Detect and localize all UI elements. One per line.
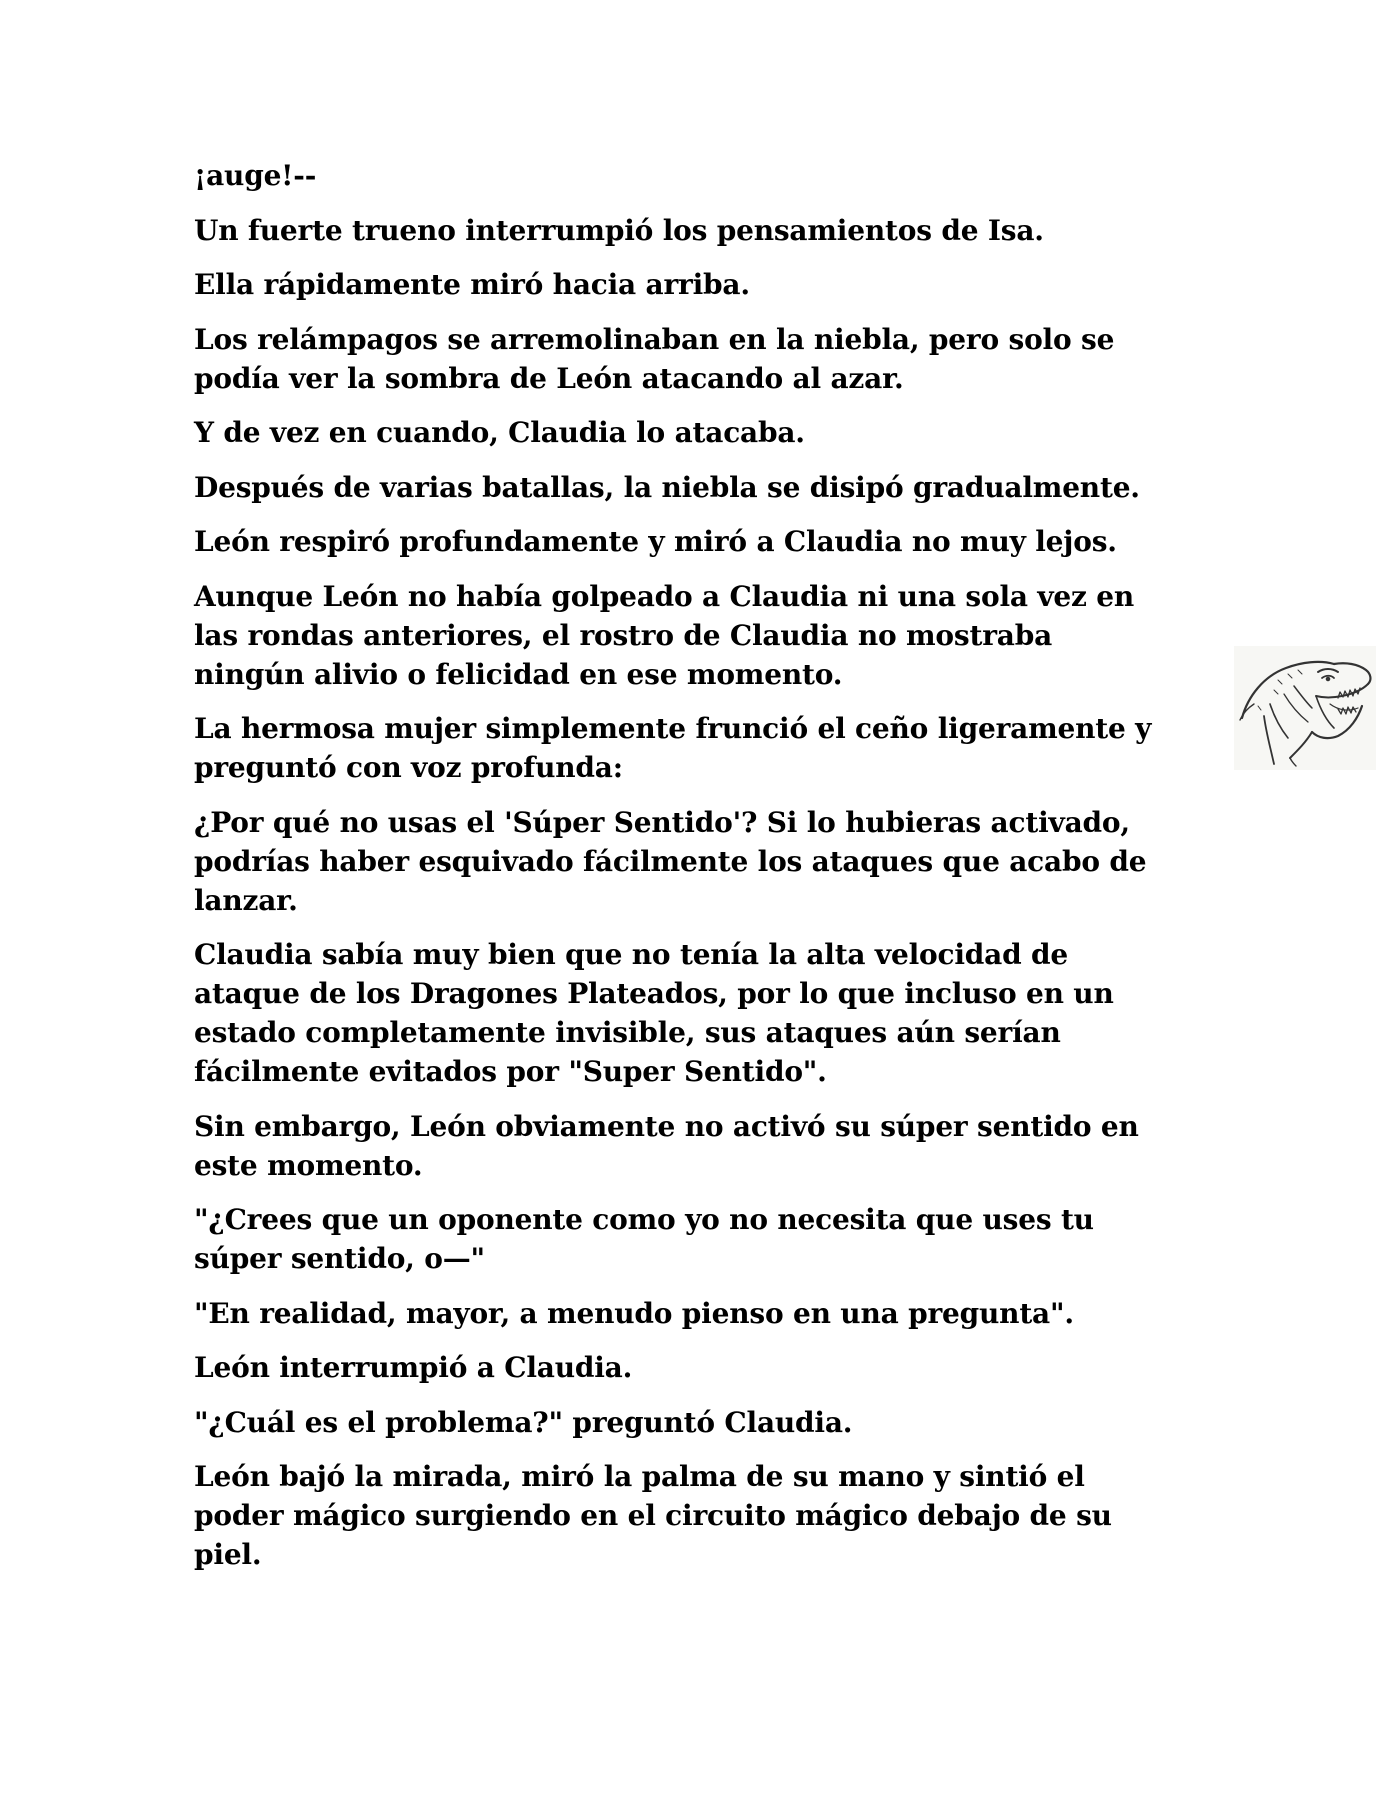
document-body: [194, 156, 1194, 1590]
paragraph-6: Después de varias batallas, la niebla se disipó gradualmente.: [194, 470, 1140, 504]
dinosaur-head-sketch-icon: [1234, 646, 1376, 770]
paragraph-4: Los relámpagos se arremolinaban en la niebla, pero solo se podía ver la sombra de León atacando al azar.: [194, 322, 1115, 395]
paragraph-10: ¿Por qué no usas el 'Súper Sentido'? Si lo hubieras activado, podrías haber esquivado fácilmente los ataques que acabo de lanzar.: [194, 805, 1147, 917]
paragraph-17: León bajó la mirada, miró la palma de su mano y sintió el poder mágico surgiendo en el circuito mágico debajo de su piel.: [194, 1460, 1112, 1571]
paragraph-3: Ella rápidamente miró hacia arriba.: [194, 268, 750, 301]
paragraph-12: Sin embargo, León obviamente no activó su súper sentido en este momento.: [194, 1109, 1139, 1182]
paragraph-14: "En realidad, mayor, a menudo pienso en una pregunta".: [194, 1296, 1074, 1330]
paragraph-9: La hermosa mujer simplemente frunció el ceño ligeramente y preguntó con voz profunda:: [194, 712, 1152, 784]
paragraph-11: Claudia sabía muy bien que no tenía la alta velocidad de ataque de los Dragones Plateados, por lo que incluso en un estado completamente invisible, sus ataques aún serían fácilmente evitados por "Super Sentido".: [194, 938, 1114, 1088]
paragraph-7: León respiró profundamente y miró a Claudia no muy lejos.: [194, 525, 1117, 558]
paragraph-5: Y de vez en cuando, Claudia lo atacaba.: [194, 416, 805, 449]
paragraph-1: ¡auge!--: [194, 159, 317, 192]
paragraph-8: Aunque León no había golpeado a Claudia ni una sola vez en las rondas anteriores, el rostro de Claudia no mostraba ningún alivio o felicidad en ese momento.: [194, 579, 1135, 691]
paragraph-16: "¿Cuál es el problema?" preguntó Claudia.: [194, 1405, 853, 1439]
paragraph-15: León interrumpió a Claudia.: [194, 1351, 633, 1384]
paragraph-13: "¿Crees que un oponente como yo no necesita que uses tu súper sentido, o—": [194, 1203, 1094, 1275]
paragraph-2: Un fuerte trueno interrumpió los pensamientos de Isa.: [194, 213, 1044, 247]
